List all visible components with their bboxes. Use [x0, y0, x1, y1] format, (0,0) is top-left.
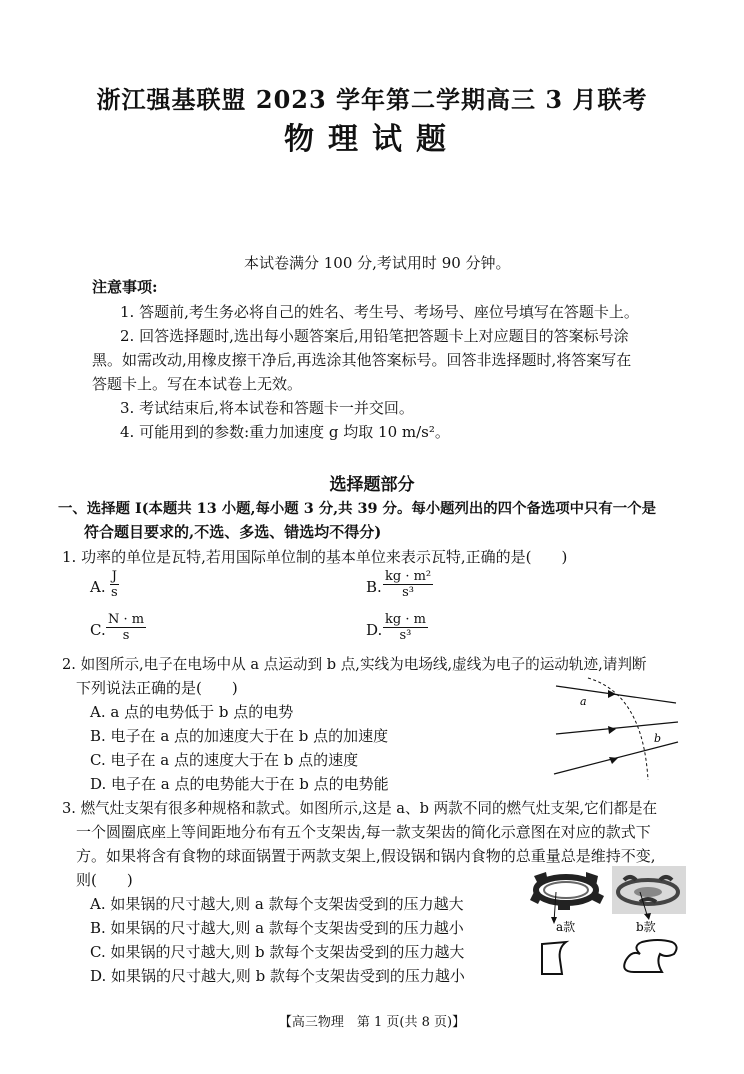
q1-option-a-label: A.	[90, 578, 106, 596]
question-2-stem: 2. 如图所示,电子在电场中从 a 点运动到 b 点,实线为电场线,虚线为电子的运动轨迹,请判断	[62, 656, 647, 673]
question-3-stem-cont: 一个圆圈底座上等间距地分布有五个支架齿,每一款支架齿的简化示意图在对应的款式下	[76, 823, 651, 841]
q1-option-c-label: C.	[90, 621, 106, 639]
note-line: 黑。如需改动,用橡皮擦干净后,再选涂其他答案标号。回答非选择题时,将答案写在	[92, 351, 632, 369]
exam-title: 浙江强基联盟 2023 学年第二学期高三 3 月联考	[96, 85, 648, 114]
point-a-label: a	[580, 695, 587, 708]
page-footer: 【高三物理 第 1 页(共 8 页)】	[278, 1015, 466, 1030]
support-ring-inner	[544, 882, 588, 898]
support-tooth	[558, 902, 570, 910]
note-line: 4. 可能用到的参数:重力加速度 g 均取 10 m/s²。	[120, 423, 450, 441]
tooth-profile-a	[542, 942, 566, 974]
model-a-label: a款	[556, 920, 576, 934]
note-line: 1. 答题前,考生务必将自己的姓名、考生号、考场号、座位号填写在答题卡上。	[120, 303, 639, 321]
fraction-numerator: kg · m²	[385, 569, 432, 584]
q3-option-d: D. 如果锅的尺寸越大,则 b 款每个支架齿受到的压力越小	[90, 967, 465, 985]
tooth-profile-b	[624, 940, 676, 972]
q1-option-b-label: B.	[366, 578, 382, 596]
q1-option-a-fraction	[109, 569, 120, 600]
q3-option-b: B. 如果锅的尺寸越大,则 a 款每个支架齿受到的压力越小	[90, 919, 464, 937]
q2-option-a: A. a 点的电势低于 b 点的电势	[90, 703, 294, 721]
stove-support-a-figure	[526, 862, 622, 978]
q3-option-a: A. 如果锅的尺寸越大,则 a 款每个支架齿受到的压力越大	[90, 895, 464, 913]
fraction-denominator: s	[111, 585, 118, 600]
part-heading-cont: 符合题目要求的,不选、多选、错选均不得分)	[84, 523, 382, 541]
model-b-label: b款	[636, 920, 656, 934]
point-b-label: b	[654, 732, 662, 745]
notes-heading: 注意事项:	[92, 278, 158, 296]
q2-option-d: D. 电子在 a 点的电势能大于在 b 点的电势能	[90, 775, 389, 793]
question-3-stem-cont: 方。如果将含有食物的球面锅置于两款支架上,假设锅和锅内食物的总重量总是维持不变,	[76, 847, 656, 865]
q1-option-c-fraction	[106, 612, 146, 643]
fraction-denominator: s³	[402, 585, 415, 600]
note-line: 3. 考试结束后,将本试卷和答题卡一并交回。	[120, 399, 414, 417]
part-heading: 一、选择题 Ⅰ(本题共 13 小题,每小题 3 分,共 39 分。每小题列出的四个备选项中只有一个是	[58, 500, 656, 517]
electric-field-figure	[548, 676, 683, 781]
stove-support-b-figure	[610, 862, 690, 978]
subject-title: 物理试题	[284, 122, 460, 157]
fraction-denominator: s³	[399, 628, 412, 643]
q1-option-d-label: D.	[366, 621, 383, 639]
q1-option-b-fraction	[383, 569, 433, 600]
arrowhead	[608, 690, 616, 698]
q3-option-c: C. 如果锅的尺寸越大,则 b 款每个支架齿受到的压力越大	[90, 943, 465, 961]
question-3-stem: 3. 燃气灶支架有很多种规格和款式。如图所示,这是 a、b 两款不同的燃气灶支架,它们都是在	[62, 800, 658, 817]
question-1-stem: 1. 功率的单位是瓦特,若用国际单位制的基本单位来表示瓦特,正确的是( )	[62, 548, 568, 566]
arrowhead	[608, 726, 616, 734]
trajectory-path	[588, 678, 648, 780]
question-2-stem-cont: 下列说法正确的是( )	[76, 679, 238, 697]
section-title: 选择题部分	[329, 475, 415, 495]
question-3-stem-cont: 则( )	[76, 871, 133, 889]
fraction-numerator: J	[111, 569, 117, 584]
q2-option-b: B. 电子在 a 点的加速度大于在 b 点的加速度	[90, 727, 389, 745]
fraction-denominator: s	[122, 628, 130, 643]
exam-intro: 本试卷满分 100 分,考试用时 90 分钟。	[244, 254, 511, 272]
note-line: 答题卡上。写在本试卷上无效。	[92, 375, 303, 393]
fraction-numerator: kg · m	[385, 612, 426, 627]
note-line: 2. 回答选择题时,选出每小题答案后,用铅笔把答题卡上对应题目的答案标号涂	[120, 327, 629, 345]
arrowhead	[609, 757, 618, 764]
q1-option-d-fraction	[383, 612, 428, 643]
fraction-numerator: N · m	[108, 612, 145, 627]
support-tooth	[534, 872, 548, 884]
burner-center	[634, 887, 662, 897]
pointer-arrow	[644, 913, 651, 920]
q2-option-c: C. 电子在 a 点的速度大于在 b 点的速度	[90, 751, 359, 769]
field-line	[556, 686, 676, 703]
